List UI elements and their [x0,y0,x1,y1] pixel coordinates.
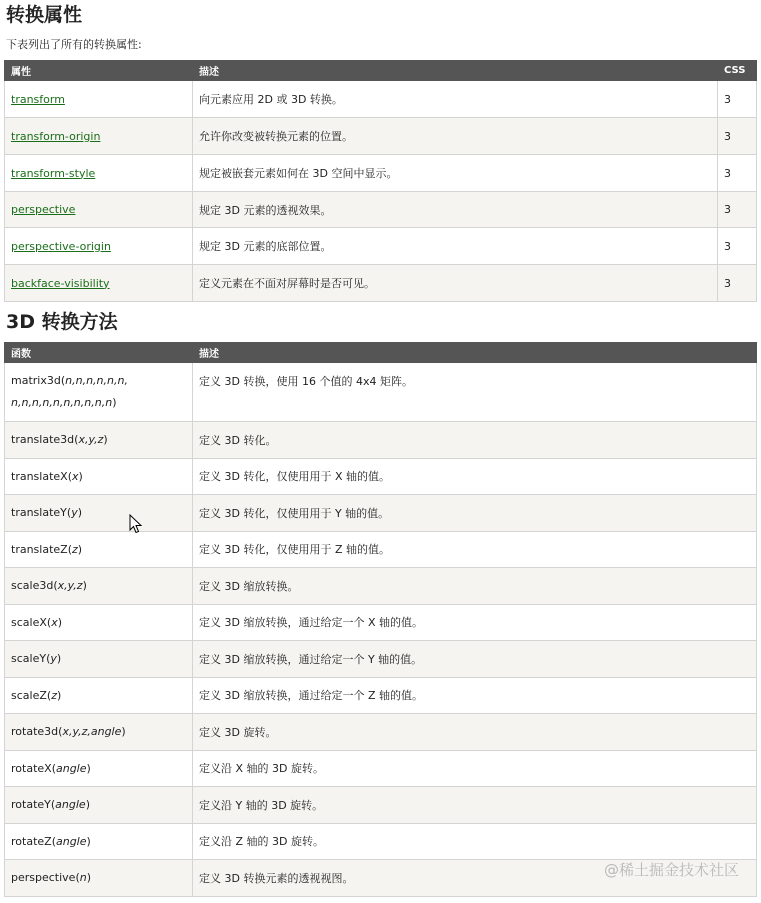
table-row [5,363,757,422]
property-description: 规定 3D 元素的透视效果。 [193,192,718,228]
function-signature: rotateZ(angle) [5,823,193,860]
function-description: 定义 3D 转化，仅使用用于 Y 轴的值。 [193,495,757,532]
property-link[interactable]: perspective [11,203,76,216]
function-signature: rotate3d(x,y,z,angle) [5,714,193,751]
section-title-transform-properties: 转换属性 [6,4,83,26]
table-row [5,568,757,605]
function-name: matrix3d [11,374,61,387]
methods-table [4,342,757,897]
function-args: y [71,506,78,520]
function-description: 定义 3D 缩放转换。 [193,568,757,605]
property-link[interactable]: transform-style [11,166,96,180]
table-row [5,714,757,751]
function-name: rotate3d [11,725,59,739]
property-name-cell [5,81,193,118]
table-row [5,750,757,787]
function-signature: translateX(x) [5,458,193,495]
table-row [5,604,757,641]
watermark: @稀土掘金技术社区 [603,861,739,879]
function-name: scaleY [11,652,47,666]
table-header-row [5,343,757,363]
table-header-row [5,61,757,81]
function-args: z [51,688,57,702]
table-row [5,155,757,192]
function-name: translateZ [11,542,68,556]
table-row [5,192,757,228]
function-args: x,y,z [57,579,83,593]
function-args: angle [55,761,87,775]
property-name-cell [5,228,193,265]
header-description: 描述 [193,343,757,363]
function-signature: perspective(n) [5,860,193,897]
function-description: 定义 3D 转化，仅使用用于 X 轴的值。 [193,458,757,495]
table-row [5,118,757,155]
function-name: perspective [11,871,76,885]
function-args: x,y,z,angle [62,725,122,739]
function-args: n,n,n,n,n,n, [65,374,128,387]
function-description: 定义 3D 缩放转换，通过给定一个 Y 轴的值。 [193,641,757,678]
function-args: x [51,615,58,629]
table-row [5,531,757,568]
property-name-cell [5,265,193,302]
property-name-cell [5,192,193,228]
function-name: rotateY [11,798,51,812]
property-link[interactable]: transform-origin [11,129,101,143]
function-signature: rotateY(angle) [5,787,193,824]
table-row [5,265,757,302]
header-css: CSS [718,61,757,81]
css-version: 3 [718,81,757,118]
mouse-cursor-icon [129,514,143,534]
function-signature: translate3d(x,y,z) [5,422,193,459]
function-description: 定义 3D 转化，仅使用用于 Z 轴的值。 [193,531,757,568]
property-description: 允许你改变被转换元素的位置。 [193,118,718,155]
section-title-3d-methods: 3D 转换方法 [6,311,118,333]
table-row [5,228,757,265]
function-name: rotateX [11,761,52,775]
property-description: 定义元素在不面对屏幕时是否可见。 [193,265,718,302]
function-signature: matrix3d(n,n,n,n,n,n, n,n,n,n,n,n,n,n,n,n) [5,363,193,422]
table-row [5,823,757,860]
css-version: 3 [718,228,757,265]
function-signature: translateY(y) [5,495,193,532]
function-description: 定义 3D 转换，使用 16 个值的 4x4 矩阵。 [193,363,757,422]
css-version: 3 [718,192,757,228]
function-args: z [72,542,78,556]
function-args: angle [55,798,86,812]
property-name-cell [5,118,193,155]
function-description: 定义 3D 转化。 [193,422,757,459]
intro-text: 下表列出了所有的转换属性: [6,38,142,51]
table-row [5,641,757,678]
function-args: angle [55,834,87,848]
function-description: 定义 3D 转换元素的透视视图。 [193,860,757,897]
function-signature: scaleX(x) [5,604,193,641]
function-args: x,y,z [78,433,104,447]
table-row [5,458,757,495]
header-function: 函数 [5,343,193,363]
table-row [5,677,757,714]
property-description: 规定 3D 元素的底部位置。 [193,228,718,265]
property-description: 规定被嵌套元素如何在 3D 空间中显示。 [193,155,718,192]
function-name: scaleZ [11,688,47,702]
table-row [5,495,757,532]
function-description: 定义 3D 缩放转换，通过给定一个 X 轴的值。 [193,604,757,641]
property-link[interactable]: perspective-origin [11,239,111,253]
css-version: 3 [718,118,757,155]
css-version: 3 [718,155,757,192]
function-signature: scale3d(x,y,z) [5,568,193,605]
function-args: y [50,652,57,666]
function-signature: scaleZ(z) [5,677,193,714]
property-name-cell [5,155,193,192]
function-signature: rotateX(angle) [5,750,193,787]
function-description: 定义 3D 缩放转换，通过给定一个 Z 轴的值。 [193,677,757,714]
function-name: translateY [11,506,67,520]
function-name: scaleX [11,615,47,629]
property-link[interactable]: backface-visibility [11,276,110,290]
header-property: 属性 [5,61,193,81]
function-name: scale3d [11,579,54,593]
header-description: 描述 [193,61,718,81]
function-name: rotateZ [11,834,52,848]
property-link[interactable]: transform [11,92,65,106]
function-signature: translateZ(z) [5,531,193,568]
function-args-continued: n,n,n,n,n,n,n,n,n,n [11,396,113,409]
function-args: n [79,871,87,885]
function-name: translateX [11,469,68,483]
function-description: 定义沿 X 轴的 3D 旋转。 [193,750,757,787]
table-row [5,422,757,459]
css-version: 3 [718,265,757,302]
properties-table [4,60,757,302]
table-row [5,81,757,118]
table-row [5,787,757,824]
function-description: 定义沿 Z 轴的 3D 旋转。 [193,823,757,860]
function-description: 定义沿 Y 轴的 3D 旋转。 [193,787,757,824]
property-description: 向元素应用 2D 或 3D 转换。 [193,81,718,118]
function-name: translate3d [11,433,75,447]
function-signature: scaleY(y) [5,641,193,678]
function-args: x [72,469,79,483]
function-description: 定义 3D 旋转。 [193,714,757,751]
